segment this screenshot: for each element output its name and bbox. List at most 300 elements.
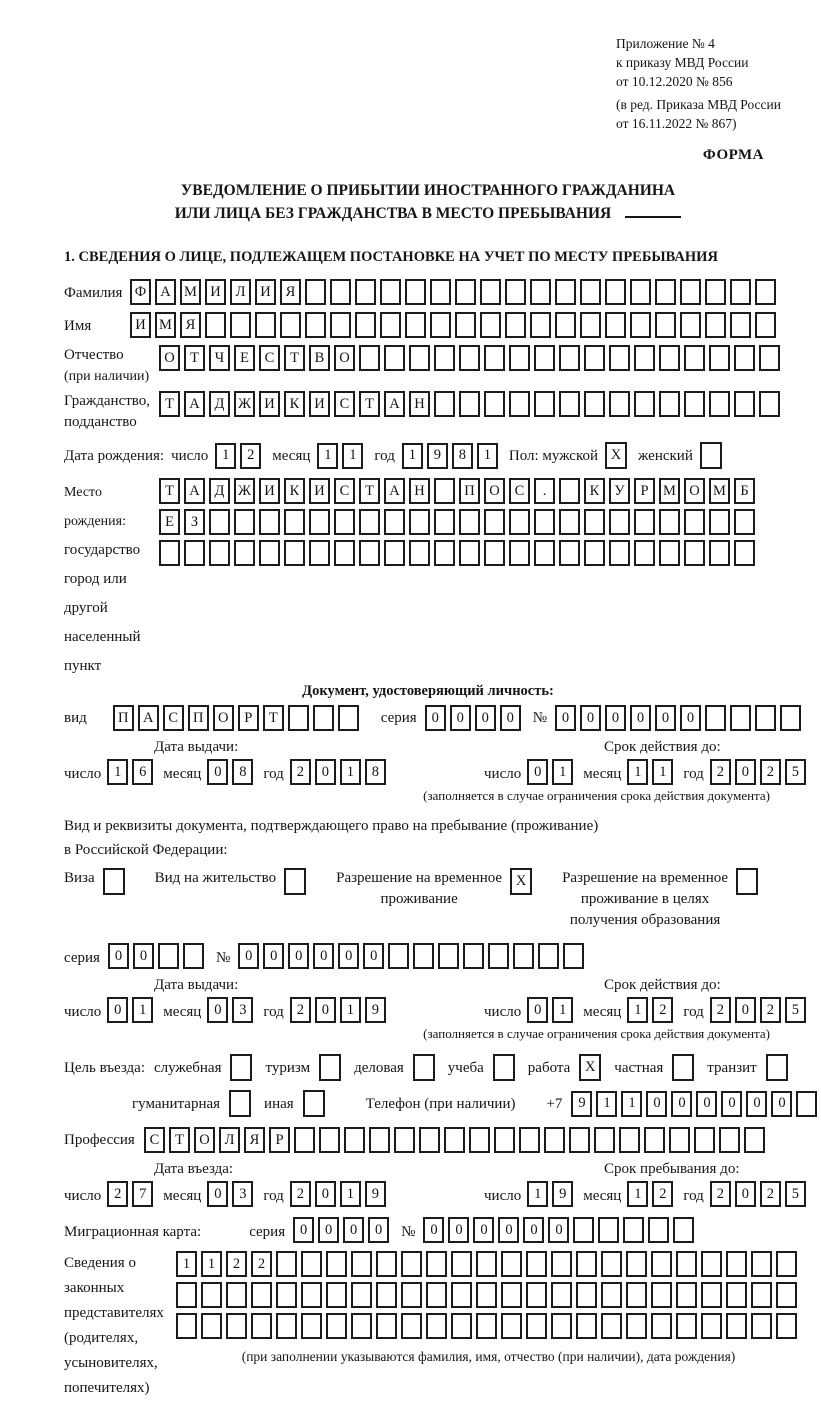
cell[interactable] [651, 1282, 672, 1308]
cell[interactable] [563, 943, 584, 969]
cell[interactable]: 1 [621, 1091, 642, 1117]
cell[interactable] [534, 509, 555, 535]
profession-cells[interactable] [144, 1127, 769, 1153]
cell[interactable] [319, 1127, 340, 1153]
representatives-row3-cells[interactable] [176, 1313, 801, 1339]
cell[interactable] [434, 478, 455, 504]
cell[interactable] [376, 1282, 397, 1308]
cell[interactable] [776, 1282, 797, 1308]
cell[interactable]: Ж [234, 478, 255, 504]
cell[interactable]: 0 [108, 943, 129, 969]
cell[interactable] [183, 943, 204, 969]
cell[interactable] [330, 312, 351, 338]
transit-checkbox[interactable] [766, 1054, 792, 1081]
cell[interactable]: И [255, 279, 276, 305]
cell[interactable] [634, 509, 655, 535]
cell[interactable] [584, 540, 605, 566]
cell[interactable]: 0 [527, 997, 548, 1023]
cell[interactable]: А [155, 279, 176, 305]
temp-residence-checkbox[interactable] [510, 868, 536, 895]
cell[interactable]: Я [180, 312, 201, 338]
birth-day-cells[interactable] [215, 443, 265, 469]
cell[interactable] [501, 1282, 522, 1308]
cell[interactable] [319, 1054, 341, 1081]
birth-month-cells[interactable] [317, 443, 367, 469]
cell[interactable]: 0 [368, 1217, 389, 1243]
cell[interactable]: О [159, 345, 180, 371]
residence-series-cells[interactable] [108, 943, 208, 969]
cell[interactable]: 8 [232, 759, 253, 785]
cell[interactable] [355, 279, 376, 305]
cell[interactable] [534, 540, 555, 566]
cell[interactable] [209, 509, 230, 535]
cell[interactable] [780, 705, 801, 731]
cell[interactable] [630, 279, 651, 305]
cell[interactable] [709, 509, 730, 535]
cell[interactable]: Я [280, 279, 301, 305]
cell[interactable] [326, 1282, 347, 1308]
cell[interactable] [736, 868, 758, 895]
cell[interactable]: 1 [627, 997, 648, 1023]
cell[interactable]: 9 [552, 1181, 573, 1207]
cell[interactable] [601, 1251, 622, 1277]
cell[interactable]: 2 [710, 1181, 731, 1207]
cell[interactable] [705, 279, 726, 305]
cell[interactable] [694, 1127, 715, 1153]
official-checkbox[interactable] [230, 1054, 256, 1081]
cell[interactable]: Н [409, 478, 430, 504]
stay-day-cells[interactable] [527, 1181, 577, 1207]
cell[interactable] [676, 1282, 697, 1308]
cell[interactable]: К [584, 478, 605, 504]
cell[interactable] [655, 279, 676, 305]
cell[interactable] [351, 1251, 372, 1277]
residence-permit-checkbox[interactable] [284, 868, 310, 895]
cell[interactable] [484, 391, 505, 417]
cell[interactable]: 5 [785, 1181, 806, 1207]
cell[interactable] [569, 1127, 590, 1153]
cell[interactable]: 0 [448, 1217, 469, 1243]
cell[interactable] [303, 1090, 325, 1117]
cell[interactable] [726, 1251, 747, 1277]
cell[interactable] [480, 279, 501, 305]
doc-issue-day-cells[interactable] [107, 759, 157, 785]
cell[interactable]: И [309, 391, 330, 417]
phone-cells[interactable] [571, 1091, 821, 1117]
cell[interactable]: 1 [176, 1251, 197, 1277]
cell[interactable] [359, 345, 380, 371]
cell[interactable]: О [484, 478, 505, 504]
cell[interactable] [413, 1054, 435, 1081]
cell[interactable] [426, 1251, 447, 1277]
cell[interactable]: С [509, 478, 530, 504]
cell[interactable] [751, 1251, 772, 1277]
residence-valid-day-cells[interactable] [527, 997, 577, 1023]
business-checkbox[interactable] [413, 1054, 439, 1081]
cell[interactable] [509, 509, 530, 535]
cell[interactable]: Ж [234, 391, 255, 417]
cell[interactable] [719, 1127, 740, 1153]
cell[interactable]: 1 [340, 997, 361, 1023]
cell[interactable] [409, 540, 430, 566]
cell[interactable] [609, 540, 630, 566]
cell[interactable] [734, 391, 755, 417]
cell[interactable]: И [130, 312, 151, 338]
cell[interactable] [726, 1313, 747, 1339]
cell[interactable] [259, 509, 280, 535]
cell[interactable] [284, 540, 305, 566]
cell[interactable] [484, 540, 505, 566]
cell[interactable] [351, 1313, 372, 1339]
cell[interactable]: 0 [548, 1217, 569, 1243]
cell[interactable]: 1 [340, 1181, 361, 1207]
cell[interactable] [201, 1282, 222, 1308]
cell[interactable] [380, 312, 401, 338]
work-checkbox[interactable] [579, 1054, 605, 1081]
cell[interactable] [334, 509, 355, 535]
cell[interactable] [684, 540, 705, 566]
cell[interactable] [519, 1127, 540, 1153]
cell[interactable]: 1 [340, 759, 361, 785]
cell[interactable]: П [188, 705, 209, 731]
cell[interactable]: 9 [365, 997, 386, 1023]
cell[interactable] [601, 1313, 622, 1339]
cell[interactable]: 1 [402, 443, 423, 469]
cell[interactable] [288, 705, 309, 731]
cell[interactable] [751, 1313, 772, 1339]
cell[interactable] [648, 1217, 669, 1243]
cell[interactable] [701, 1313, 722, 1339]
cell[interactable] [530, 312, 551, 338]
cell[interactable]: 2 [652, 1181, 673, 1207]
patronymic-cells[interactable] [159, 345, 784, 371]
cell[interactable] [634, 391, 655, 417]
cell[interactable]: И [309, 478, 330, 504]
cell[interactable]: 7 [132, 1181, 153, 1207]
cell[interactable]: Д [209, 391, 230, 417]
cell[interactable]: Е [234, 345, 255, 371]
cell[interactable]: Т [159, 391, 180, 417]
cell[interactable]: Я [244, 1127, 265, 1153]
cell[interactable] [594, 1127, 615, 1153]
cell[interactable]: 3 [232, 997, 253, 1023]
cell[interactable] [651, 1313, 672, 1339]
cell[interactable]: У [609, 478, 630, 504]
cell[interactable] [538, 943, 559, 969]
cell[interactable]: 0 [475, 705, 496, 731]
cell[interactable]: А [184, 391, 205, 417]
cell[interactable] [709, 345, 730, 371]
cell[interactable] [544, 1127, 565, 1153]
cell[interactable] [630, 312, 651, 338]
cell[interactable] [709, 391, 730, 417]
cell[interactable] [776, 1313, 797, 1339]
cell[interactable]: П [113, 705, 134, 731]
cell[interactable]: 1 [342, 443, 363, 469]
cell[interactable]: С [259, 345, 280, 371]
firstname-cells[interactable] [130, 312, 780, 338]
cell[interactable]: 1 [552, 997, 573, 1023]
cell[interactable]: 1 [596, 1091, 617, 1117]
cell[interactable]: 2 [290, 1181, 311, 1207]
cell[interactable]: 0 [315, 759, 336, 785]
cell[interactable]: 0 [450, 705, 471, 731]
cell[interactable] [459, 391, 480, 417]
residence-issue-day-cells[interactable] [107, 997, 157, 1023]
cell[interactable]: 0 [238, 943, 259, 969]
cell[interactable]: 2 [652, 997, 673, 1023]
cell[interactable] [459, 540, 480, 566]
doc-issue-month-cells[interactable] [207, 759, 257, 785]
birth-place-row3-cells[interactable] [159, 540, 759, 566]
cell[interactable] [659, 540, 680, 566]
cell[interactable] [276, 1282, 297, 1308]
cell[interactable] [598, 1217, 619, 1243]
cell[interactable] [230, 312, 251, 338]
cell[interactable] [676, 1313, 697, 1339]
cell[interactable]: 0 [498, 1217, 519, 1243]
doc-valid-day-cells[interactable] [527, 759, 577, 785]
cell[interactable] [509, 345, 530, 371]
cell[interactable]: Р [238, 705, 259, 731]
cell[interactable] [513, 943, 534, 969]
cell[interactable] [669, 1127, 690, 1153]
cell[interactable]: 0 [580, 705, 601, 731]
cell[interactable]: Л [219, 1127, 240, 1153]
cell[interactable]: К [284, 478, 305, 504]
cell[interactable] [555, 279, 576, 305]
cell[interactable]: 8 [452, 443, 473, 469]
cell[interactable] [796, 1091, 817, 1117]
cell[interactable]: 1 [107, 759, 128, 785]
cell[interactable] [576, 1313, 597, 1339]
cell[interactable] [229, 1090, 251, 1117]
cell[interactable] [451, 1251, 472, 1277]
cell[interactable] [401, 1282, 422, 1308]
cell[interactable]: 2 [240, 443, 261, 469]
cell[interactable] [176, 1282, 197, 1308]
cell[interactable]: О [684, 478, 705, 504]
surname-cells[interactable] [130, 279, 780, 305]
cell[interactable]: 0 [655, 705, 676, 731]
cell[interactable]: 0 [721, 1091, 742, 1117]
cell[interactable] [301, 1282, 322, 1308]
doc-number-cells[interactable] [555, 705, 805, 731]
cell[interactable]: 0 [263, 943, 284, 969]
cell[interactable] [309, 540, 330, 566]
stay-month-cells[interactable] [627, 1181, 677, 1207]
cell[interactable] [744, 1127, 765, 1153]
cell[interactable] [505, 312, 526, 338]
cell[interactable] [301, 1251, 322, 1277]
cell[interactable]: 1 [201, 1251, 222, 1277]
cell[interactable] [451, 1282, 472, 1308]
cell[interactable] [405, 279, 426, 305]
cell[interactable] [559, 478, 580, 504]
cell[interactable] [459, 345, 480, 371]
cell[interactable] [759, 345, 780, 371]
cell[interactable]: 0 [646, 1091, 667, 1117]
cell[interactable] [584, 509, 605, 535]
cell[interactable] [659, 345, 680, 371]
residence-valid-year-cells[interactable] [710, 997, 810, 1023]
cell[interactable]: 0 [555, 705, 576, 731]
cell[interactable] [205, 312, 226, 338]
cell[interactable]: 1 [317, 443, 338, 469]
cell[interactable]: 0 [696, 1091, 717, 1117]
cell[interactable] [226, 1313, 247, 1339]
cell[interactable] [158, 943, 179, 969]
cell[interactable]: 0 [630, 705, 651, 731]
cell[interactable] [334, 540, 355, 566]
cell[interactable] [455, 312, 476, 338]
cell[interactable]: X [510, 868, 532, 895]
cell[interactable]: 0 [315, 997, 336, 1023]
cell[interactable] [776, 1251, 797, 1277]
cell[interactable] [634, 345, 655, 371]
cell[interactable]: 0 [680, 705, 701, 731]
cell[interactable] [726, 1282, 747, 1308]
representatives-row1-cells[interactable] [176, 1251, 801, 1277]
cell[interactable]: С [144, 1127, 165, 1153]
cell[interactable]: 2 [251, 1251, 272, 1277]
cell[interactable] [276, 1251, 297, 1277]
cell[interactable] [484, 345, 505, 371]
entry-day-cells[interactable] [107, 1181, 157, 1207]
cell[interactable] [338, 705, 359, 731]
cell[interactable]: Р [269, 1127, 290, 1153]
cell[interactable]: Т [284, 345, 305, 371]
cell[interactable] [209, 540, 230, 566]
cell[interactable]: О [334, 345, 355, 371]
cell[interactable]: Д [209, 478, 230, 504]
cell[interactable] [434, 391, 455, 417]
cell[interactable] [705, 312, 726, 338]
cell[interactable] [380, 279, 401, 305]
cell[interactable]: И [259, 478, 280, 504]
cell[interactable] [576, 1251, 597, 1277]
cell[interactable] [730, 312, 751, 338]
cell[interactable]: А [384, 391, 405, 417]
cell[interactable] [159, 540, 180, 566]
cell[interactable]: 0 [315, 1181, 336, 1207]
cell[interactable] [259, 540, 280, 566]
cell[interactable] [309, 509, 330, 535]
cell[interactable] [294, 1127, 315, 1153]
cell[interactable] [384, 540, 405, 566]
cell[interactable]: 1 [652, 759, 673, 785]
cell[interactable] [509, 540, 530, 566]
cell[interactable]: 6 [132, 759, 153, 785]
cell[interactable]: Т [184, 345, 205, 371]
cell[interactable] [376, 1251, 397, 1277]
cell[interactable] [559, 345, 580, 371]
other-checkbox[interactable] [303, 1090, 329, 1117]
cell[interactable] [455, 279, 476, 305]
cell[interactable]: 0 [343, 1217, 364, 1243]
cell[interactable] [469, 1127, 490, 1153]
cell[interactable] [384, 345, 405, 371]
cell[interactable]: 5 [785, 759, 806, 785]
birth-year-cells[interactable] [402, 443, 502, 469]
cell[interactable] [605, 312, 626, 338]
cell[interactable]: Р [634, 478, 655, 504]
cell[interactable]: 1 [627, 1181, 648, 1207]
doc-valid-month-cells[interactable] [627, 759, 677, 785]
cell[interactable]: Т [359, 478, 380, 504]
cell[interactable]: 2 [760, 1181, 781, 1207]
cell[interactable]: 2 [226, 1251, 247, 1277]
cell[interactable] [619, 1127, 640, 1153]
cell[interactable]: 0 [207, 1181, 228, 1207]
cell[interactable] [655, 312, 676, 338]
cell[interactable] [766, 1054, 788, 1081]
cell[interactable]: С [163, 705, 184, 731]
cell[interactable] [509, 391, 530, 417]
cell[interactable] [551, 1251, 572, 1277]
cell[interactable]: И [205, 279, 226, 305]
cell[interactable]: П [459, 478, 480, 504]
cell[interactable] [444, 1127, 465, 1153]
cell[interactable]: X [605, 442, 627, 469]
cell[interactable] [284, 509, 305, 535]
cell[interactable] [426, 1313, 447, 1339]
cell[interactable]: 0 [523, 1217, 544, 1243]
cell[interactable] [709, 540, 730, 566]
cell[interactable] [609, 345, 630, 371]
cell[interactable] [584, 345, 605, 371]
cell[interactable] [730, 705, 751, 731]
cell[interactable]: 0 [671, 1091, 692, 1117]
cell[interactable] [626, 1282, 647, 1308]
cell[interactable] [755, 312, 776, 338]
cell[interactable] [359, 540, 380, 566]
residence-issue-year-cells[interactable] [290, 997, 390, 1023]
cell[interactable] [255, 312, 276, 338]
migration-number-cells[interactable] [423, 1217, 698, 1243]
cell[interactable] [700, 442, 722, 469]
cell[interactable] [413, 943, 434, 969]
cell[interactable]: 0 [288, 943, 309, 969]
cell[interactable]: 0 [735, 997, 756, 1023]
cell[interactable] [394, 1127, 415, 1153]
cell[interactable] [330, 279, 351, 305]
cell[interactable]: 0 [338, 943, 359, 969]
cell[interactable] [344, 1127, 365, 1153]
cell[interactable] [305, 312, 326, 338]
cell[interactable] [234, 540, 255, 566]
cell[interactable] [351, 1282, 372, 1308]
cell[interactable] [430, 312, 451, 338]
cell[interactable] [755, 705, 776, 731]
cell[interactable] [609, 509, 630, 535]
cell[interactable]: Л [230, 279, 251, 305]
cell[interactable] [480, 312, 501, 338]
cell[interactable]: 0 [527, 759, 548, 785]
cell[interactable]: С [334, 478, 355, 504]
cell[interactable] [559, 540, 580, 566]
cell[interactable] [488, 943, 509, 969]
cell[interactable] [376, 1313, 397, 1339]
cell[interactable]: И [259, 391, 280, 417]
cell[interactable]: 0 [207, 759, 228, 785]
cell[interactable] [530, 279, 551, 305]
cell[interactable] [401, 1313, 422, 1339]
cell[interactable] [584, 391, 605, 417]
cell[interactable] [672, 1054, 694, 1081]
cell[interactable] [401, 1251, 422, 1277]
cell[interactable] [684, 509, 705, 535]
